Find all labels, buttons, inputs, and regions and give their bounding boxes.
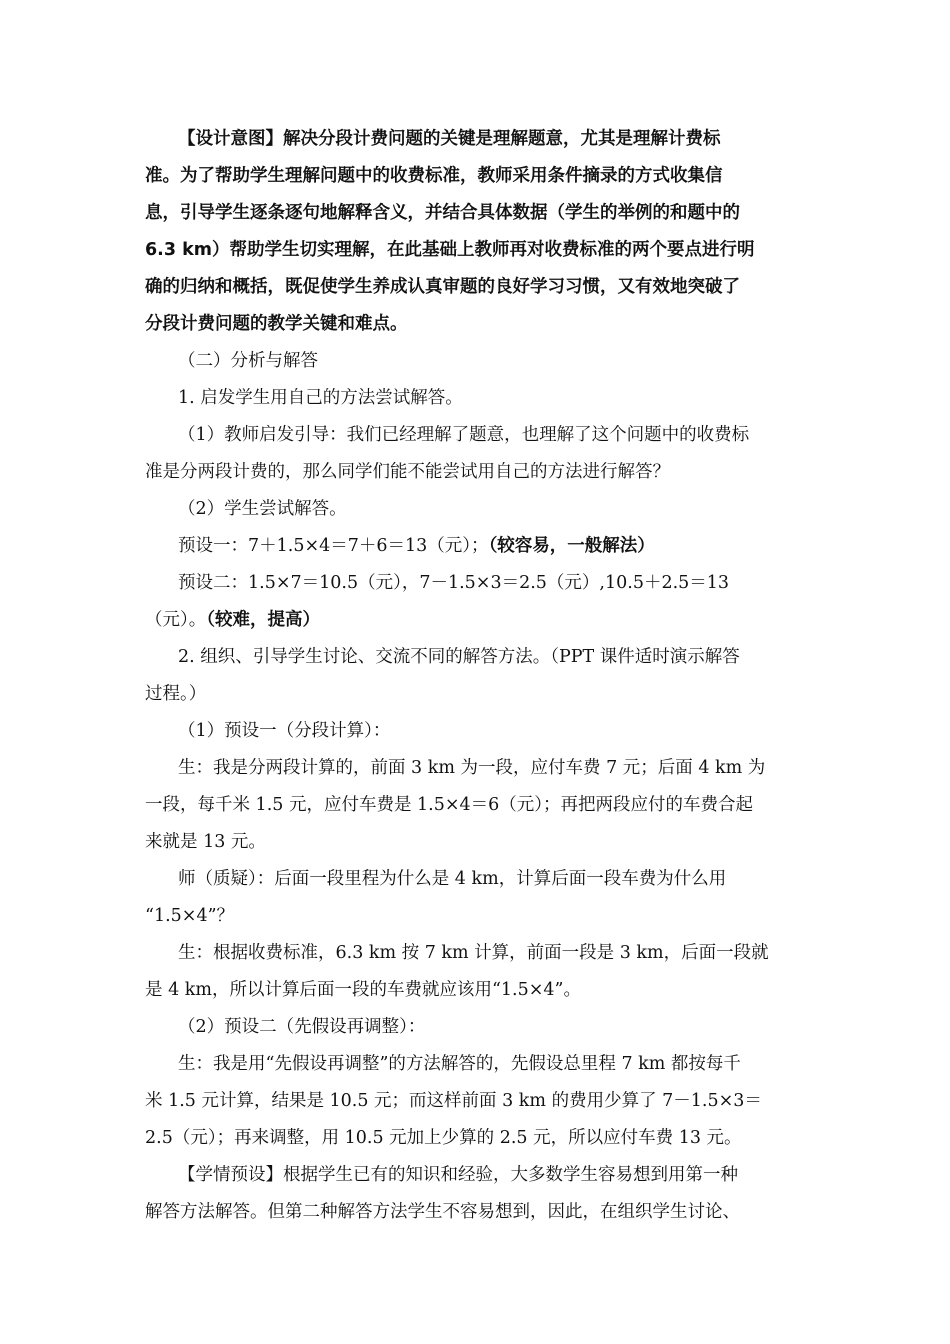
preset-1-note: （较容易，一般解法） (488, 536, 655, 556)
preset-1-student-line-3: 来就是 13 元。 (145, 832, 266, 852)
preset-2-student-line-2: 米 1.5 元计算，结果是 10.5 元；而这样前面 3 km 的费用少算了 7－1.5×3＝ (145, 1091, 762, 1111)
learning-preset-line-2: 解答方法解答。但第二种解答方法学生不容易想到，因此，在组织学生讨论、 (145, 1202, 740, 1222)
preset-1 (178, 534, 655, 558)
preset-2-note: （较难，提高） (206, 610, 320, 630)
step-2-line-2: 过程。） (145, 684, 207, 704)
design-intent-line-5: 确的归纳和概括，既促使学生养成认真审题的良好学习习惯，又有效地突破了 (145, 277, 740, 297)
preset-2-line-1: 预设二：1.5×7＝10.5（元），7－1.5×3＝2.5（元）,10.5＋2.5＝13 (178, 573, 730, 593)
student-answer-line-2: 是 4 km，所以计算后面一段的车费就应该用“1.5×4”。 (145, 980, 581, 1000)
step-2-line-1: 2. 组织、引导学生讨论、交流不同的解答方法。（PPT 课件适时演示解答 (178, 647, 740, 667)
step-1-2: （2）学生尝试解答。 (178, 499, 347, 519)
preset-1-student-line-1: 生：我是分两段计算的，前面 3 km 为一段，应付车费 7 元；后面 4 km 为 (178, 758, 766, 778)
preset-2-title: （2）预设二（先假设再调整）： (178, 1017, 426, 1037)
design-intent-line-6: 分段计费问题的教学关键和难点。 (145, 314, 408, 334)
preset-1-text: 预设一：7＋1.5×4＝7＋6＝13（元）； (178, 536, 489, 556)
design-intent-line-2: 准。为了帮助学生理解问题中的收费标准，教师采用条件摘录的方式收集信 (145, 166, 723, 186)
student-answer-line-1: 生：根据收费标准，6.3 km 按 7 km 计算，前面一段是 3 km，后面一段就 (178, 943, 769, 963)
design-intent-line-3: 息，引导学生逐条逐句地解释含义，并结合具体数据（学生的举例的和题中的 (145, 203, 740, 223)
preset-2-student-line-1: 生：我是用“先假设再调整”的方法解答的，先假设总里程 7 km 都按每千 (178, 1054, 741, 1074)
learning-preset-line-1: 【学情预设】根据学生已有的知识和经验，大多数学生容易想到用第一种 (178, 1165, 738, 1185)
section-heading: （二）分析与解答 (178, 351, 318, 371)
teacher-question-line-1: 师（质疑）：后面一段里程为什么是 4 km，计算后面一段车费为什么用 (178, 869, 727, 889)
step-1-1-line-2: 准是分两段计费的，那么同学们能不能尝试用自己的方法进行解答？ (145, 462, 670, 482)
design-intent-line-4: 6.3 km）帮助学生切实理解，在此基础上教师再对收费标准的两个要点进行明 (145, 240, 755, 260)
preset-2-text: （元）。 (145, 610, 207, 630)
step-1-1-line-1: （1）教师启发引导：我们已经理解了题意，也理解了这个问题中的收费标 (178, 425, 750, 445)
step-1: 1. 启发学生用自己的方法尝试解答。 (178, 388, 463, 408)
preset-1-student-line-2: 一段，每千米 1.5 元，应付车费是 1.5×4＝6（元）；再把两段应付的车费合起 (145, 795, 754, 815)
preset-2-line-2 (145, 608, 320, 632)
preset-1-title: （1）预设一（分段计算）： (178, 721, 391, 741)
design-intent-line-1: 【设计意图】解决分段计费问题的关键是理解题意，尤其是理解计费标 (178, 129, 721, 149)
teacher-question-line-2: “1.5×4”？ (145, 906, 235, 926)
preset-2-student-line-3: 2.5（元）；再来调整，用 10.5 元加上少算的 2.5 元，所以应付车费 13 元。 (145, 1128, 742, 1148)
